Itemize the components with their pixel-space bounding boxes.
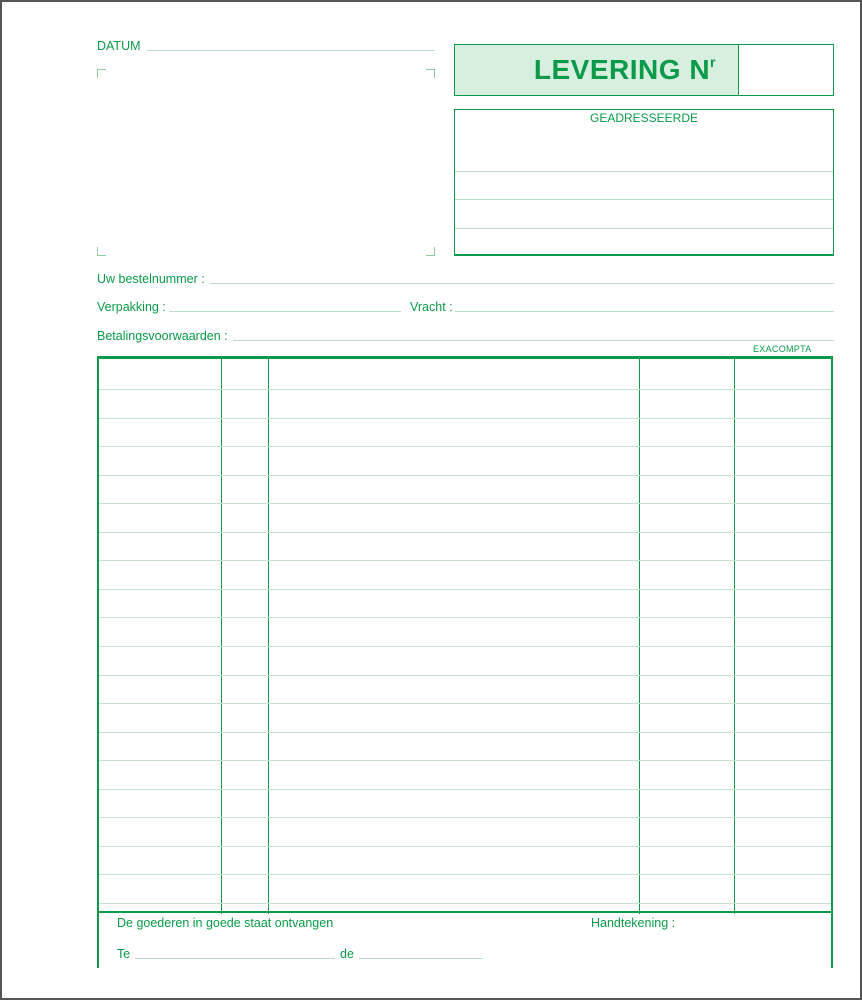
- title-panel: [455, 45, 739, 95]
- datum-field[interactable]: [147, 50, 435, 51]
- table-row[interactable]: [99, 846, 831, 847]
- addressee-line-1[interactable]: [455, 171, 833, 172]
- table-row[interactable]: [99, 874, 831, 875]
- brand-label: EXACOMPTA: [753, 344, 812, 354]
- addressee-line-2[interactable]: [455, 199, 833, 200]
- payment-terms-field[interactable]: [233, 340, 834, 341]
- table-row[interactable]: [99, 732, 831, 733]
- date-field[interactable]: [359, 958, 483, 959]
- table-row[interactable]: [99, 446, 831, 447]
- corner-mark-bottom-right: [426, 247, 435, 256]
- delivery-number-field[interactable]: [739, 45, 833, 95]
- table-row[interactable]: [99, 589, 831, 590]
- table-row[interactable]: [99, 646, 831, 647]
- payment-terms-label: Betalingsvoorwaarden :: [97, 329, 228, 343]
- addressee-label: GEADRESSEERDE: [589, 111, 699, 125]
- table-row[interactable]: [99, 532, 831, 533]
- corner-mark-bottom-left: [97, 247, 106, 256]
- title-superscript: r: [710, 53, 716, 70]
- document-title: LEVERING $N^r$: [533, 53, 716, 85]
- addressee-line-3[interactable]: [455, 228, 833, 229]
- column-divider-2: [268, 359, 269, 914]
- table-row[interactable]: [99, 617, 831, 618]
- order-number-label: Uw bestelnummer :: [97, 272, 205, 286]
- packaging-label: Verpakking :: [97, 300, 166, 314]
- items-table: [97, 356, 833, 968]
- corner-mark-top-left: [97, 69, 106, 78]
- title-box: [454, 44, 834, 96]
- column-divider-1: [221, 359, 222, 914]
- place-field[interactable]: [135, 958, 335, 959]
- table-row[interactable]: [99, 560, 831, 561]
- signature-label: Handtekening :: [591, 916, 676, 930]
- table-footer-divider: [99, 911, 831, 913]
- table-row[interactable]: [99, 817, 831, 818]
- table-row[interactable]: [99, 503, 831, 504]
- column-divider-3: [639, 359, 640, 914]
- table-row[interactable]: [99, 475, 831, 476]
- table-row[interactable]: [99, 789, 831, 790]
- datum-label: DATUM: [97, 39, 141, 53]
- corner-mark-top-right: [426, 69, 435, 78]
- table-row[interactable]: [99, 760, 831, 761]
- freight-label: Vracht :: [410, 300, 453, 314]
- column-divider-4: [734, 359, 735, 914]
- table-row[interactable]: [99, 675, 831, 676]
- packaging-field[interactable]: [169, 311, 401, 312]
- table-row[interactable]: [99, 418, 831, 419]
- received-label: De goederen in goede staat ontvangen: [117, 916, 334, 930]
- table-row[interactable]: [99, 903, 831, 904]
- place-label: Te: [117, 947, 131, 961]
- table-row[interactable]: [99, 703, 831, 704]
- order-number-field[interactable]: [210, 283, 834, 284]
- date-label: de: [340, 947, 354, 961]
- addressee-box: [454, 109, 834, 256]
- freight-field[interactable]: [455, 311, 834, 312]
- table-row[interactable]: [99, 389, 831, 390]
